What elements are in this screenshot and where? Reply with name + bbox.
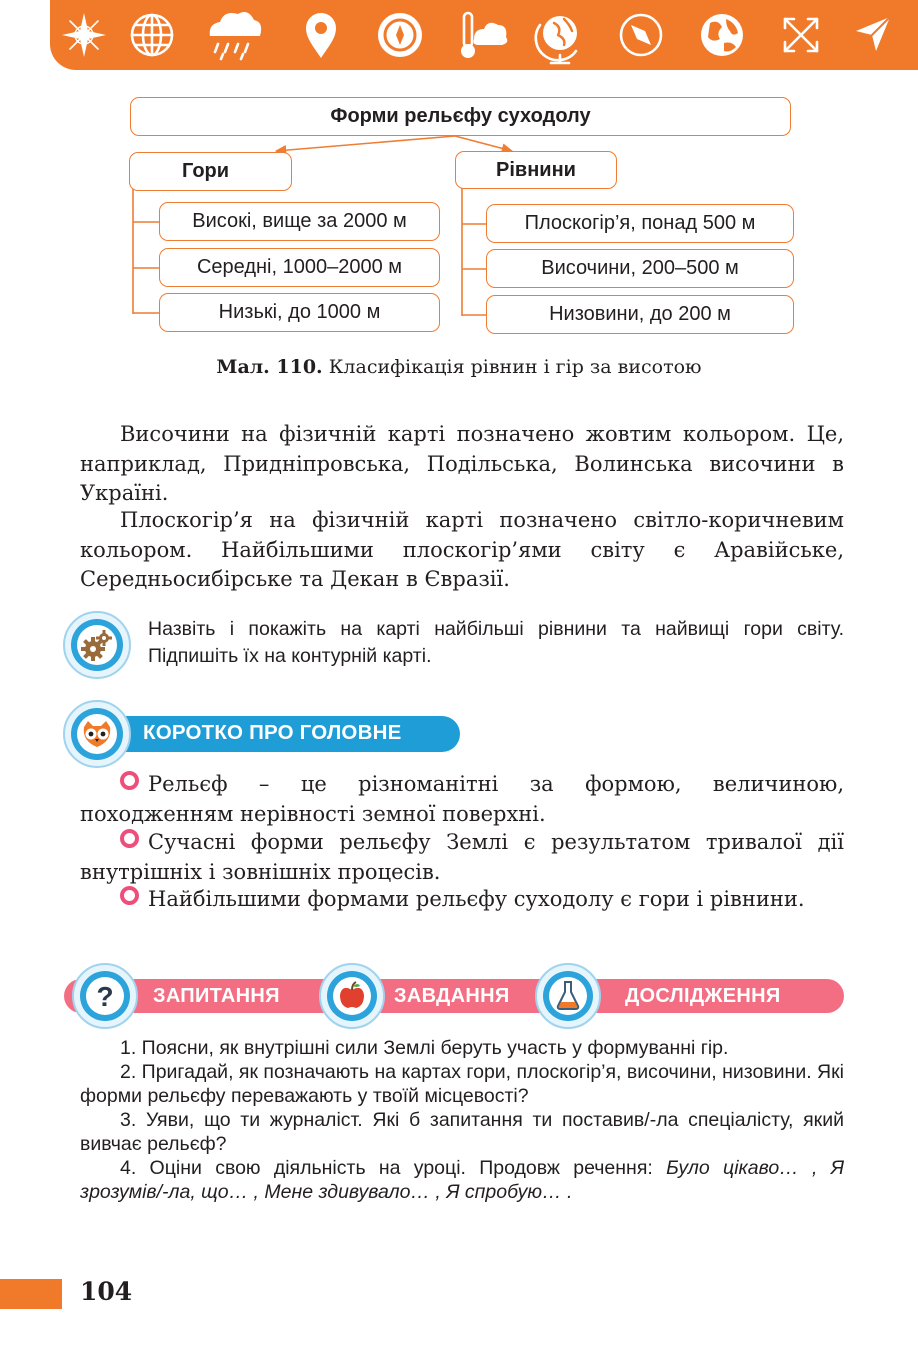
diagram-plains-item: Низовини, до 200 м: [486, 295, 794, 334]
diagram-mountains-title: Гори: [129, 152, 292, 191]
apple-icon: [318, 962, 386, 1030]
summary-point: Найбільшими формами рельєфу суходолу є гори і рівнини.: [80, 885, 844, 915]
figure-caption: [0, 356, 918, 378]
task-text: Назвіть і покажіть на карті найбільші рівнини та найвищі гори світу. Підпишіть їх на контурній карті.: [148, 618, 844, 667]
diagram-plains-item: Височини, 200–500 м: [486, 249, 794, 288]
questions-label: ЗАПИТАННЯ: [153, 985, 280, 1007]
question-mark-icon: [71, 962, 139, 1030]
owl-icon: [62, 699, 132, 769]
bullet-icon: [120, 829, 139, 848]
bullet-icon: [120, 886, 139, 905]
question-item: 3. Уяви, що ти журналіст. Які б запитання ти поставив/-ла спеціалісту, який вивчає рельєф?: [80, 1109, 844, 1155]
gears-icon: [62, 610, 132, 680]
body-paragraph: Височини на фізичній карті позначено жовтим кольором. Це, наприклад, Придніпровська, Подільська, Волинська височини в Україні.: [80, 422, 844, 505]
diagram-mountains-item: Середні, 1000–2000 м: [159, 248, 440, 287]
tasks-label: ЗАВДАННЯ: [394, 985, 510, 1007]
figure-caption-text: Класифікація рівнин і гір за висотою: [328, 356, 702, 378]
question-item: 2. Пригадай, як позначають на картах гори, плоскогір’я, височини, низовини. Які форми рельєфу переважають у твоїй місцевості?: [80, 1061, 844, 1107]
questions-list: [80, 1036, 844, 1204]
summary-title: КОРОТКО ПРО ГОЛОВНЕ: [143, 721, 402, 744]
body-paragraph: Плоскогір’я на фізичній карті позначено світло-коричневим кольором. Найбільшими плоскогір’ями світу є Аравійське, Середньосибірське та Декан в Євразії.: [80, 508, 844, 591]
summary-point: Сучасні форми рельєфу Землі є результатом тривалої дії внутрішніх і зовнішніх процесів.: [80, 830, 844, 884]
page-number: 104: [80, 1277, 133, 1306]
question-item: 4. Оціни свою діяльність на уроці. Продовж речення: Було цікаво… , Я зрозумів/-ла, що… , Мене здивувало… , Я спробую… .: [80, 1157, 844, 1203]
figure-caption-label: Мал. 110.: [216, 356, 323, 378]
diagram-mountains-item: Низькі, до 1000 м: [159, 293, 440, 332]
question-item: 1. Поясни, як внутрішні сили Землі беруть участь у формуванні гір.: [120, 1037, 729, 1059]
diagram-plains-title: Рівнини: [455, 151, 617, 189]
bullet-icon: [120, 771, 139, 790]
diagram-mountains-item: Високі, вище за 2000 м: [159, 202, 440, 241]
diagram-plains-item: Плоскогір’я, понад 500 м: [486, 204, 794, 243]
svg-text:?: ?: [96, 981, 114, 1012]
summary-point: Рельєф – це різноманітні за формою, величиною, походженням нерівності земної поверхні.: [80, 772, 844, 826]
research-label: ДОСЛІДЖЕННЯ: [625, 985, 781, 1007]
flask-icon: [534, 962, 602, 1030]
footer-bar: [0, 1279, 62, 1309]
diagram-root: Форми рельєфу суходолу: [130, 97, 791, 136]
